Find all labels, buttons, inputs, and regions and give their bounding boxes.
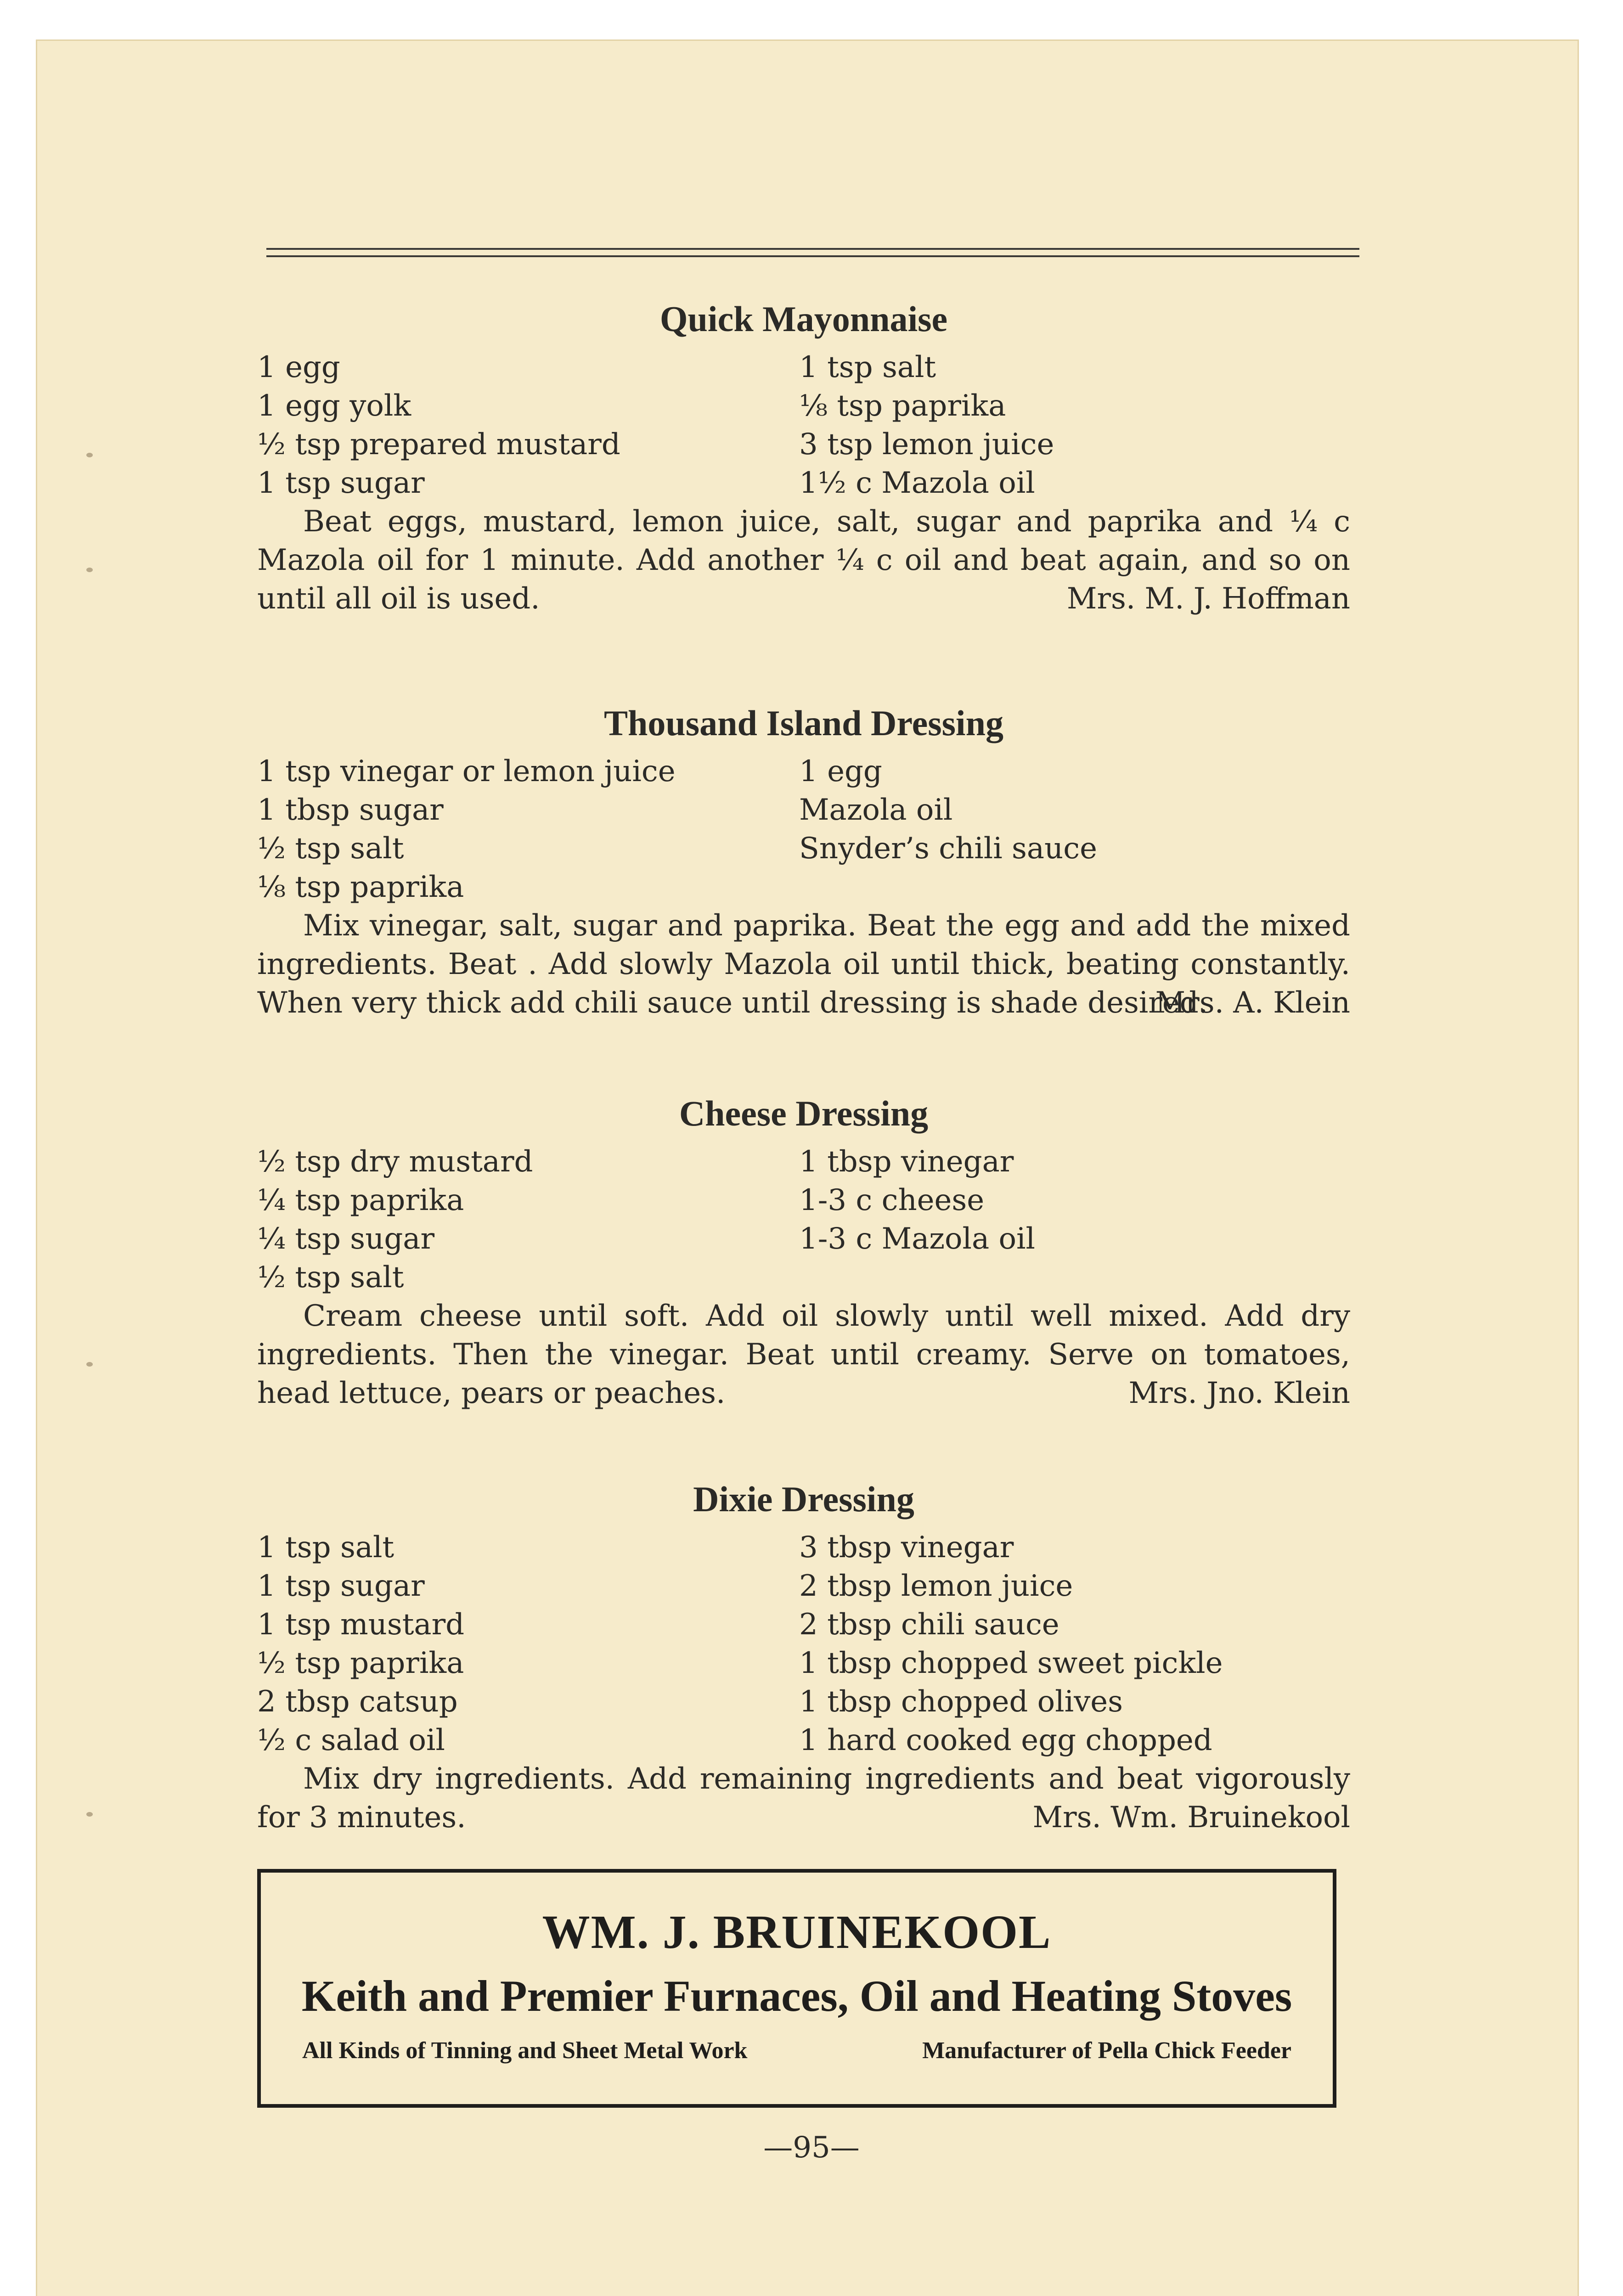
ingredient: 1 tsp vinegar or lemon juice	[257, 754, 676, 788]
binding-hole	[86, 1812, 93, 1817]
ingredient: ¼ tsp paprika	[257, 1183, 464, 1217]
top-double-rule	[266, 248, 1359, 258]
ingredient: 2 tbsp chili sauce	[799, 1608, 1059, 1642]
ingredient: 1-3 c Mazola oil	[799, 1222, 1035, 1256]
recipe-thousand-island-dressing	[257, 703, 1350, 1022]
ingredient: 1 tbsp sugar	[257, 793, 444, 827]
ingredient: ½ c salad oil	[257, 1723, 445, 1757]
recipe-cheese-dressing	[257, 1093, 1350, 1412]
recipe-method: Mix dry ingredients. Add remaining ingredients and beat vigorously for 3 minutes.	[257, 1762, 1350, 1835]
ingredient: 1 tsp salt	[257, 1531, 394, 1564]
ingredient-list	[257, 1528, 1350, 1760]
recipe-title: Cheese Dressing	[679, 1093, 929, 1133]
ingredient	[799, 1258, 1350, 1297]
recipe-title: Thousand Island Dressing	[604, 703, 1003, 743]
ingredient: 1 egg	[257, 350, 340, 384]
recipe-quick-mayonnaise	[257, 298, 1350, 618]
binding-hole	[86, 453, 93, 457]
ad-tagline: Keith and Premier Furnaces, Oil and Heating Stoves	[301, 1971, 1292, 2020]
ingredient-list	[257, 348, 1350, 502]
ingredient: ⅛ tsp paprika	[257, 870, 464, 904]
ad-details	[261, 2037, 1333, 2064]
recipe-method: Beat eggs, mustard, lemon juice, salt, sugar and paprika and ¼ c Mazola oil for 1 minute. Add another ¼ c oil and beat again, and so on until all oil is used.	[257, 505, 1350, 616]
ingredient: 1 tbsp chopped sweet pickle	[799, 1646, 1223, 1680]
ingredient: ½ tsp salt	[257, 1261, 404, 1294]
ad-detail-right: Manufacturer of Pella Chick Feeder	[922, 2037, 1291, 2064]
ingredient: 1 tbsp chopped olives	[799, 1685, 1123, 1719]
recipe-author: Mrs. Jno. Klein	[1128, 1376, 1350, 1410]
ingredient: 3 tbsp vinegar	[799, 1531, 1014, 1564]
ingredient: 1-3 c cheese	[799, 1183, 985, 1217]
recipe-method: Cream cheese until soft. Add oil slowly until well mixed. Add dry ingredients. Then the vinegar. Beat until creamy. Serve on tomatoes, head lettuce, pears or peaches.	[257, 1299, 1350, 1410]
recipe-title: Quick Mayonnaise	[659, 299, 948, 339]
recipe-method: Mix vinegar, salt, sugar and paprika. Beat the egg and add the mixed ingredients. Beat . Add slowly Mazola oil until thick, beating constantly. When very thick add chili sauce until dressing is shade desired.	[257, 909, 1350, 1020]
ingredient-list	[257, 1142, 1350, 1297]
ingredient: 1 tsp sugar	[257, 466, 425, 500]
ingredient: 1 hard cooked egg chopped	[799, 1723, 1212, 1757]
ingredient: Snyder’s chili sauce	[799, 832, 1097, 866]
recipe-author: Mrs. Wm. Bruinekool	[1032, 1801, 1350, 1835]
ingredient: ½ tsp salt	[257, 832, 404, 866]
ingredient: 1 tsp sugar	[257, 1569, 425, 1603]
recipe-author: Mrs. A. Klein	[1155, 986, 1350, 1020]
ingredient: 1 tbsp vinegar	[799, 1145, 1014, 1179]
recipe-title: Dixie Dressing	[693, 1479, 914, 1519]
page-number: —95—	[763, 2131, 860, 2165]
ingredient: 1 egg yolk	[257, 389, 411, 423]
binding-hole	[86, 1362, 93, 1367]
ad-detail-left: All Kinds of Tinning and Sheet Metal Work	[302, 2037, 748, 2064]
ingredient: ½ tsp paprika	[257, 1646, 464, 1680]
ad-business-name: WM. J. BRUINEKOOL	[542, 1906, 1052, 1958]
ingredient: ½ tsp dry mustard	[257, 1145, 533, 1179]
ingredient: 1½ c Mazola oil	[799, 466, 1035, 500]
ingredient: Mazola oil	[799, 793, 953, 827]
ingredient: 1 tsp salt	[799, 350, 936, 384]
ingredient: 2 tbsp lemon juice	[799, 1569, 1073, 1603]
ingredient: 3 tsp lemon juice	[799, 428, 1054, 461]
ingredient: ¼ tsp sugar	[257, 1222, 435, 1256]
ingredient-list	[257, 752, 1350, 906]
ingredient: ⅛ tsp paprika	[799, 389, 1006, 423]
ingredient: 2 tbsp catsup	[257, 1685, 458, 1719]
recipe-dixie-dressing	[257, 1479, 1350, 1837]
ingredient	[799, 868, 1350, 906]
binding-hole	[86, 568, 93, 572]
ingredient: 1 tsp mustard	[257, 1608, 465, 1642]
ingredient: 1 egg	[799, 754, 882, 788]
recipe-author: Mrs. M. J. Hoffman	[1066, 582, 1350, 616]
ingredient: ½ tsp prepared mustard	[257, 428, 620, 461]
advertisement-box	[257, 1869, 1336, 2108]
